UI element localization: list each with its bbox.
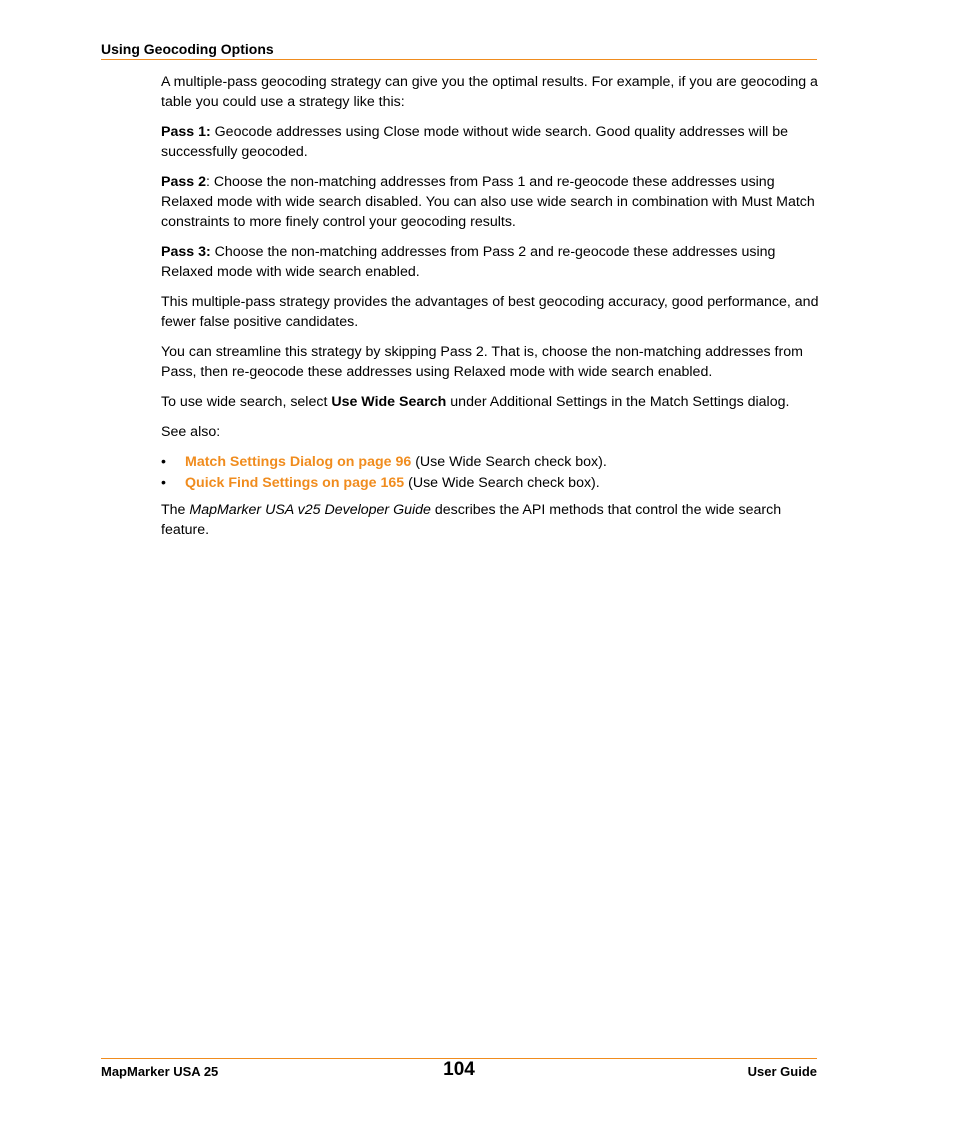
wide-search-option: Use Wide Search <box>331 394 447 410</box>
page-header <box>101 40 817 60</box>
bullet: • <box>161 475 166 491</box>
bullet: • <box>161 454 166 470</box>
wide-search-prefix: To use wide search, select <box>161 394 332 410</box>
pass2-paragraph <box>161 172 821 232</box>
footer-product: MapMarker USA 25 <box>101 1064 219 1079</box>
pass3-paragraph <box>161 242 821 282</box>
guide-title: MapMarker USA v25 Developer Guide <box>189 502 431 518</box>
pass2-text: : Choose the non-matching addresses from Pass 1 and re-geocode these addresses using Relaxed mode with wide search disabled. You can also use wide search in combination with Must Match constraints to more finely control your geocoding results. <box>161 174 815 230</box>
pass1-text: Geocode addresses using Close mode without wide search. Good quality addresses will be successfully geocoded. <box>161 124 788 160</box>
wide-search-suffix: under Additional Settings in the Match Settings dialog. <box>446 394 790 410</box>
link-suffix: (Use Wide Search check box). <box>404 475 600 491</box>
pass3-label: Pass 3: <box>161 244 211 260</box>
wide-search-paragraph <box>161 392 821 412</box>
guide-suffix: describes the API methods that control the wide search feature. <box>161 502 782 538</box>
developer-guide-paragraph <box>161 500 821 540</box>
advantages-paragraph: This multiple-pass strategy provides the advantages of best geocoding accuracy, good performance, and fewer false positive candidates. <box>161 294 819 330</box>
page-footer <box>101 1058 817 1085</box>
section-title: Using Geocoding Options <box>101 41 274 57</box>
see-also-list <box>161 452 821 493</box>
footer-doc-type: User Guide <box>747 1064 817 1079</box>
link-suffix: (Use Wide Search check box). <box>411 454 607 470</box>
pass3-text: Choose the non-matching addresses from Pass 2 and re-geocode these addresses using Relaxed mode with wide search enabled. <box>161 244 776 280</box>
quick-find-settings-link[interactable]: Quick Find Settings on page 165 <box>185 475 405 491</box>
page-number: 104 <box>443 1059 475 1080</box>
pass2-label: Pass 2 <box>161 174 206 190</box>
pass1-label: Pass 1: <box>161 124 211 140</box>
intro-paragraph: A multiple-pass geocoding strategy can give you the optimal results. For example, if you are geocoding a table you could use a strategy like this: <box>161 74 818 110</box>
page-content <box>161 72 821 550</box>
list-item <box>161 473 821 493</box>
list-item <box>161 452 821 472</box>
see-also-label: See also: <box>161 424 221 440</box>
pass1-paragraph <box>161 122 821 162</box>
guide-prefix: The <box>161 502 190 518</box>
streamline-paragraph: You can streamline this strategy by skipping Pass 2. That is, choose the non-matching addresses from Pass, then re-geocode these addresses using Relaxed mode with wide search enabled. <box>161 344 803 380</box>
match-settings-link[interactable]: Match Settings Dialog on page 96 <box>185 454 412 470</box>
